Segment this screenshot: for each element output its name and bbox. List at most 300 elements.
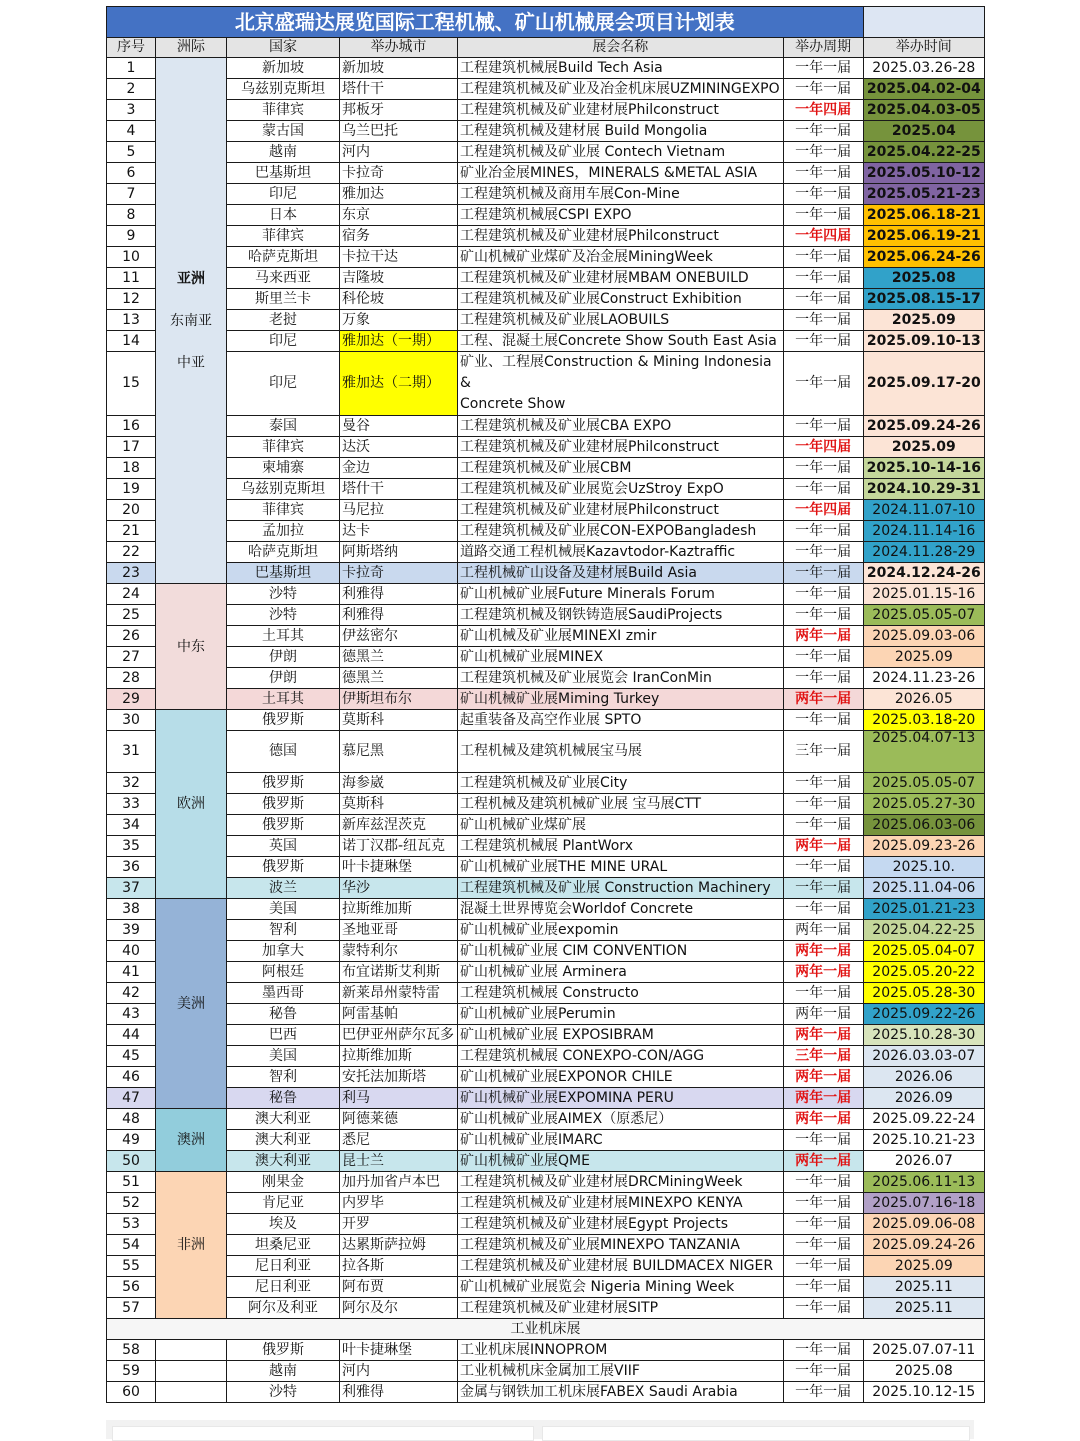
- row-number: 49: [107, 1130, 156, 1151]
- section-row: [107, 1319, 985, 1340]
- exhibition-name-cell: 金属与钢铁加工机床展FABEX Saudi Arabia: [458, 1382, 784, 1403]
- exhibition-name-cell: 工程建筑机械及矿业建材展Philconstruct: [458, 100, 784, 121]
- table-row: [107, 605, 985, 626]
- city-cell: 阿布贾: [340, 1277, 458, 1298]
- region-label: 澳洲: [177, 1132, 205, 1148]
- exhibition-name-cell: 工业机械机床金属加工展VIIF: [458, 1361, 784, 1382]
- region-label: 欧洲: [177, 796, 205, 812]
- date-cell: 2026.05: [863, 689, 984, 710]
- row-number: 56: [107, 1277, 156, 1298]
- country-cell: 埃及: [227, 1214, 340, 1235]
- exhibition-name-cell: 工程建筑机械及矿业展览会UzStroy ExpO: [458, 479, 784, 500]
- date-cell: 2025.05.04-07: [863, 941, 984, 962]
- row-number: 17: [107, 437, 156, 458]
- exhibition-name-cell: 工程建筑机械及矿业展CON-EXPOBangladesh: [458, 521, 784, 542]
- country-cell: 孟加拉: [227, 521, 340, 542]
- region-cell: [156, 1340, 227, 1361]
- row-number: 50: [107, 1151, 156, 1172]
- city-cell: 河内: [340, 1361, 458, 1382]
- cycle-cell: 一年一届: [783, 521, 863, 542]
- table-row: [107, 226, 985, 247]
- country-cell: 巴基斯坦: [227, 563, 340, 584]
- date-cell: 2025.04.22-25: [863, 142, 984, 163]
- table-row: [107, 626, 985, 647]
- date-cell: 2025.10.21-23: [863, 1130, 984, 1151]
- country-cell: 伊朗: [227, 668, 340, 689]
- city-cell: 悉尼: [340, 1130, 458, 1151]
- exhibition-name-cell: 矿山机械矿业展 Arminera: [458, 962, 784, 983]
- header-cell: 国家: [227, 38, 340, 58]
- table-row: [107, 416, 985, 437]
- table-row: [107, 1025, 985, 1046]
- table-row: [107, 121, 985, 142]
- city-cell: 安托法加斯塔: [340, 1067, 458, 1088]
- row-number: 23: [107, 563, 156, 584]
- exhibition-name-cell: 工程建筑机械展 Constructo: [458, 983, 784, 1004]
- date-cell: 2025.09: [863, 310, 984, 331]
- cycle-cell: 一年一届: [783, 289, 863, 310]
- exhibition-name-cell: 工程建筑机械展CSPI EXPO: [458, 205, 784, 226]
- cycle-cell: 一年一届: [783, 668, 863, 689]
- city-cell: 科伦坡: [340, 289, 458, 310]
- date-cell: 2025.09.22-24: [863, 1109, 984, 1130]
- region-label: 美洲: [177, 995, 205, 1012]
- country-cell: 美国: [227, 899, 340, 920]
- country-cell: 哈萨克斯坦: [227, 247, 340, 268]
- cycle-cell: 一年一届: [783, 79, 863, 100]
- country-cell: 菲律宾: [227, 500, 340, 521]
- date-cell: 2025.04.03-05: [863, 100, 984, 121]
- exhibition-name-cell: 工程建筑机械展 PlantWorx: [458, 836, 784, 857]
- table-row: [107, 184, 985, 205]
- date-cell: 2025.08: [863, 1361, 984, 1382]
- date-cell: 2025.09.22-26: [863, 1004, 984, 1025]
- cycle-cell: 两年一届: [783, 689, 863, 710]
- row-number: 18: [107, 458, 156, 479]
- row-number: 4: [107, 121, 156, 142]
- country-cell: 沙特: [227, 1382, 340, 1403]
- exhibition-name-cell: 工程建筑机械及矿业展CBM: [458, 458, 784, 479]
- date-cell: 2025.05.28-30: [863, 983, 984, 1004]
- date-cell: 2025.09: [863, 647, 984, 668]
- country-cell: 新加坡: [227, 58, 340, 79]
- row-number: 3: [107, 100, 156, 121]
- table-row: [107, 163, 985, 184]
- cycle-cell: 一年一届: [783, 268, 863, 289]
- cycle-cell: 三年一届: [783, 731, 863, 773]
- exhibition-name-cell: 工程建筑机械及矿业展MINEXPO TANZANIA: [458, 1235, 784, 1256]
- city-cell: 东京: [340, 205, 458, 226]
- date-cell: 2025.09.24-26: [863, 416, 984, 437]
- row-number: 30: [107, 710, 156, 731]
- table-row: [107, 773, 985, 794]
- exhibition-name-cell: 工程建筑机械展 CONEXPO-CON/AGG: [458, 1046, 784, 1067]
- row-number: 35: [107, 836, 156, 857]
- exhibition-name-cell: 工程机械矿山设备及建材展Build Asia: [458, 563, 784, 584]
- date-cell: 2025.05.05-07: [863, 605, 984, 626]
- country-cell: 尼日利亚: [227, 1256, 340, 1277]
- country-cell: 澳大利亚: [227, 1151, 340, 1172]
- city-cell: 叶卡捷琳堡: [340, 1340, 458, 1361]
- exhibition-name-cell: 工业机床展INNOPROM: [458, 1340, 784, 1361]
- cycle-cell: 两年一届: [783, 962, 863, 983]
- cycle-cell: 一年一届: [783, 1382, 863, 1403]
- cycle-cell: 一年一届: [783, 163, 863, 184]
- date-cell: 2025.10.: [863, 857, 984, 878]
- row-number: 46: [107, 1067, 156, 1088]
- cycle-cell: 一年一届: [783, 331, 863, 352]
- table-row: [107, 1214, 985, 1235]
- table-row: [107, 668, 985, 689]
- city-cell: 伊兹密尔: [340, 626, 458, 647]
- country-cell: 巴基斯坦: [227, 163, 340, 184]
- date-cell: 2025.06.19-21: [863, 226, 984, 247]
- exhibition-name-cell: 矿山机械矿业展AIMEX（原悉尼）: [458, 1109, 784, 1130]
- row-number: 52: [107, 1193, 156, 1214]
- city-cell: 阿斯塔纳: [340, 542, 458, 563]
- row-number: 28: [107, 668, 156, 689]
- cycle-cell: 一年一届: [783, 710, 863, 731]
- cycle-cell: 一年一届: [783, 1214, 863, 1235]
- row-number: 8: [107, 205, 156, 226]
- region-cell: [156, 1172, 227, 1319]
- header-cell: 序号: [107, 38, 156, 58]
- exhibition-name-cell: 工程建筑机械展Build Tech Asia: [458, 58, 784, 79]
- table-title: 北京盛瑞达展览国际工程机械、矿山机械展会项目计划表: [107, 7, 864, 38]
- row-number: 1: [107, 58, 156, 79]
- region-cell: [156, 1361, 227, 1382]
- row-number: 25: [107, 605, 156, 626]
- country-cell: 阿根廷: [227, 962, 340, 983]
- row-number: 44: [107, 1025, 156, 1046]
- country-cell: 秘鲁: [227, 1088, 340, 1109]
- exhibition-name-cell: 矿山机械矿业展览会 Nigeria Mining Week: [458, 1277, 784, 1298]
- cycle-cell: 两年一届: [783, 1151, 863, 1172]
- header-cell: 展会名称: [458, 38, 784, 58]
- table-row: [107, 1256, 985, 1277]
- date-cell: 2024.11.28-29: [863, 542, 984, 563]
- region-cell: [156, 899, 227, 1109]
- table-row: [107, 794, 985, 815]
- city-cell: 阿雷基帕: [340, 1004, 458, 1025]
- table-row: [107, 205, 985, 226]
- country-cell: 加拿大: [227, 941, 340, 962]
- row-number: 20: [107, 500, 156, 521]
- city-cell: 华沙: [340, 878, 458, 899]
- country-cell: 泰国: [227, 416, 340, 437]
- region-label: 非洲: [177, 1237, 205, 1253]
- table-row: [107, 962, 985, 983]
- city-cell: 阿尔及尔: [340, 1298, 458, 1319]
- row-number: 5: [107, 142, 156, 163]
- table-row: [107, 878, 985, 899]
- exhibition-name-cell: 工程建筑机械及矿业建材展Egypt Projects: [458, 1214, 784, 1235]
- date-cell: 2025.03.18-20: [863, 710, 984, 731]
- cycle-cell: 两年一届: [783, 1025, 863, 1046]
- exhibition-name-cell: 工程建筑机械及矿业展CBA EXPO: [458, 416, 784, 437]
- date-cell: 2025.05.20-22: [863, 962, 984, 983]
- exhibition-name-cell: 工程建筑机械及矿业建材展Philconstruct: [458, 500, 784, 521]
- header-cell: 举办周期: [783, 38, 863, 58]
- country-cell: 刚果金: [227, 1172, 340, 1193]
- footer-band: [106, 1420, 974, 1439]
- row-number: 2: [107, 79, 156, 100]
- cycle-cell: 一年一届: [783, 878, 863, 899]
- table-row: [107, 331, 985, 352]
- exhibition-name-cell: 工程建筑机械及矿业展Construct Exhibition: [458, 289, 784, 310]
- cycle-cell: 两年一届: [783, 920, 863, 941]
- cycle-cell: 一年一届: [783, 1298, 863, 1319]
- country-cell: 尼日利亚: [227, 1277, 340, 1298]
- row-number: 38: [107, 899, 156, 920]
- country-cell: 乌兹别克斯坦: [227, 479, 340, 500]
- country-cell: 美国: [227, 1046, 340, 1067]
- country-cell: 菲律宾: [227, 226, 340, 247]
- cycle-cell: 一年一届: [783, 310, 863, 331]
- table-row: [107, 1298, 985, 1319]
- exhibition-name-cell: 矿山机械矿业展MINEX: [458, 647, 784, 668]
- exhibition-name-cell: 矿山机械及矿业展MINEXI zmir: [458, 626, 784, 647]
- cycle-cell: 一年一届: [783, 1235, 863, 1256]
- date-cell: 2026.09: [863, 1088, 984, 1109]
- row-number: 43: [107, 1004, 156, 1025]
- table-row: [107, 1277, 985, 1298]
- table-row: [107, 437, 985, 458]
- exhibition-name-cell: 矿业冶金展MINES，MINERALS &METAL ASIA: [458, 163, 784, 184]
- cycle-cell: 一年一届: [783, 1130, 863, 1151]
- country-cell: 英国: [227, 836, 340, 857]
- exhibition-name-cell: 混凝土世界博览会Worldof Concrete: [458, 899, 784, 920]
- cycle-cell: 两年一届: [783, 1088, 863, 1109]
- row-number: 39: [107, 920, 156, 941]
- city-cell: 雅加达（一期）: [340, 331, 458, 352]
- date-cell: 2024.11.07-10: [863, 500, 984, 521]
- exhibition-name-cell: 矿山机械矿业煤矿及冶金展MiningWeek: [458, 247, 784, 268]
- date-cell: 2025.07.16-18: [863, 1193, 984, 1214]
- exhibition-name-cell: 工程建筑机械及矿业建材展MBAM ONEBUILD: [458, 268, 784, 289]
- city-cell: 巴伊亚州萨尔瓦多: [340, 1025, 458, 1046]
- exhibition-name-cell: 工程建筑机械及矿业建材展Philconstruct: [458, 437, 784, 458]
- city-cell: 拉斯维加斯: [340, 899, 458, 920]
- table-row: [107, 836, 985, 857]
- exhibition-name-cell: 工程建筑机械及建材展 Build Mongolia: [458, 121, 784, 142]
- date-cell: 2025.05.27-30: [863, 794, 984, 815]
- exhibition-name-cell: 工程建筑机械及矿业建材展MINEXPO KENYA: [458, 1193, 784, 1214]
- country-cell: 肯尼亚: [227, 1193, 340, 1214]
- country-cell: 俄罗斯: [227, 1340, 340, 1361]
- table-row: [107, 1151, 985, 1172]
- city-cell: 邦板牙: [340, 100, 458, 121]
- table-row: [107, 1172, 985, 1193]
- date-cell: 2025.06.11-13: [863, 1172, 984, 1193]
- date-cell: 2025.11: [863, 1298, 984, 1319]
- cycle-cell: 一年一届: [783, 247, 863, 268]
- table-row: [107, 983, 985, 1004]
- cycle-cell: 一年一届: [783, 184, 863, 205]
- city-cell: 雅加达: [340, 184, 458, 205]
- exhibition-name-cell: 矿山机械矿业展THE MINE URAL: [458, 857, 784, 878]
- exhibition-name-cell: 工程建筑机械及矿业建材展DRCMiningWeek: [458, 1172, 784, 1193]
- table-row: [107, 731, 985, 773]
- row-number: 54: [107, 1235, 156, 1256]
- exhibition-name-cell: 矿山机械矿业展 CIM CONVENTION: [458, 941, 784, 962]
- row-number: 57: [107, 1298, 156, 1319]
- city-cell: 莫斯科: [340, 794, 458, 815]
- country-cell: 菲律宾: [227, 100, 340, 121]
- city-cell: 达沃: [340, 437, 458, 458]
- date-cell: 2024.12.24-26: [863, 563, 984, 584]
- row-number: 11: [107, 268, 156, 289]
- row-number: 13: [107, 310, 156, 331]
- cycle-cell: 一年一届: [783, 1277, 863, 1298]
- cycle-cell: 一年一届: [783, 1193, 863, 1214]
- city-cell: 新库兹涅茨克: [340, 815, 458, 836]
- date-cell: 2025.11.04-06: [863, 878, 984, 899]
- city-cell: 雅加达（二期）: [340, 352, 458, 416]
- city-cell: 卡拉奇: [340, 163, 458, 184]
- table-row: [107, 1109, 985, 1130]
- city-cell: 利雅得: [340, 584, 458, 605]
- row-number: 58: [107, 1340, 156, 1361]
- city-cell: 昆士兰: [340, 1151, 458, 1172]
- date-cell: 2025.01.21-23: [863, 899, 984, 920]
- city-cell: 利雅得: [340, 1382, 458, 1403]
- cycle-cell: 一年一届: [783, 458, 863, 479]
- country-cell: 墨西哥: [227, 983, 340, 1004]
- region-cell: [156, 1109, 227, 1172]
- row-number: 6: [107, 163, 156, 184]
- cycle-cell: 一年一届: [783, 773, 863, 794]
- table-row: [107, 500, 985, 521]
- cycle-cell: 一年一届: [783, 794, 863, 815]
- city-cell: 布宜诺斯艾利斯: [340, 962, 458, 983]
- city-cell: 宿务: [340, 226, 458, 247]
- cycle-cell: 两年一届: [783, 941, 863, 962]
- city-cell: 利雅得: [340, 605, 458, 626]
- exhibition-name-cell: 工程建筑机械及矿业展 Construction Machinery: [458, 878, 784, 899]
- cycle-cell: 一年一届: [783, 815, 863, 836]
- date-cell: 2025.08.15-17: [863, 289, 984, 310]
- country-cell: 澳大利亚: [227, 1130, 340, 1151]
- date-cell: 2025.09.06-08: [863, 1214, 984, 1235]
- table-row: [107, 142, 985, 163]
- exhibition-name-cell: 矿山机械矿业展EXPONOR CHILE: [458, 1067, 784, 1088]
- header-cell: 举办时间: [863, 38, 984, 58]
- date-cell: 2025.06.24-26: [863, 247, 984, 268]
- date-cell: 2026.06: [863, 1067, 984, 1088]
- cycle-cell: 一年一届: [783, 1340, 863, 1361]
- table-row: [107, 458, 985, 479]
- row-number: 24: [107, 584, 156, 605]
- city-cell: 诺丁汉郡-纽瓦克: [340, 836, 458, 857]
- cycle-cell: 一年一届: [783, 58, 863, 79]
- cycle-cell: 一年一届: [783, 647, 863, 668]
- row-number: 55: [107, 1256, 156, 1277]
- row-number: 14: [107, 331, 156, 352]
- country-cell: 沙特: [227, 584, 340, 605]
- country-cell: 伊朗: [227, 647, 340, 668]
- exhibition-name-cell: 工程建筑机械及钢铁铸造展SaudiProjects: [458, 605, 784, 626]
- cycle-cell: 一年四届: [783, 226, 863, 247]
- country-cell: 印尼: [227, 184, 340, 205]
- exhibition-name-cell: 工程建筑机械及矿业建材展SITP: [458, 1298, 784, 1319]
- table-row: [107, 479, 985, 500]
- date-cell: 2025.05.21-23: [863, 184, 984, 205]
- table-row: [107, 100, 985, 121]
- table-row: [107, 1235, 985, 1256]
- date-cell: 2025.04: [863, 121, 984, 142]
- date-cell: 2025.09.10-13: [863, 331, 984, 352]
- city-cell: 曼谷: [340, 416, 458, 437]
- date-cell: 2026.07: [863, 1151, 984, 1172]
- date-cell: 2024.11.23-26: [863, 668, 984, 689]
- exhibition-name-cell: 工程建筑机械及矿业建材展Philconstruct: [458, 226, 784, 247]
- city-cell: 拉斯维加斯: [340, 1046, 458, 1067]
- exhibition-name-cell: 矿山机械矿业展IMARC: [458, 1130, 784, 1151]
- city-cell: 叶卡捷琳堡: [340, 857, 458, 878]
- row-number: 37: [107, 878, 156, 899]
- cycle-cell: 两年一届: [783, 1109, 863, 1130]
- date-cell: 2025.10-14-16: [863, 458, 984, 479]
- row-number: 45: [107, 1046, 156, 1067]
- row-number: 53: [107, 1214, 156, 1235]
- country-cell: 蒙古国: [227, 121, 340, 142]
- city-cell: 乌兰巴托: [340, 121, 458, 142]
- row-number: 26: [107, 626, 156, 647]
- date-cell: 2025.11: [863, 1277, 984, 1298]
- row-number: 59: [107, 1361, 156, 1382]
- country-cell: 俄罗斯: [227, 710, 340, 731]
- row-number: 47: [107, 1088, 156, 1109]
- row-number: 41: [107, 962, 156, 983]
- cycle-cell: 一年一届: [783, 1361, 863, 1382]
- city-cell: 拉各斯: [340, 1256, 458, 1277]
- table-row: [107, 563, 985, 584]
- row-number: 48: [107, 1109, 156, 1130]
- cycle-cell: 一年一届: [783, 142, 863, 163]
- title-row: [107, 7, 985, 38]
- table-row: [107, 689, 985, 710]
- city-cell: 新加坡: [340, 58, 458, 79]
- exhibition-name-cell: 工程建筑机械及矿业展LAOBUILS: [458, 310, 784, 331]
- exhibition-plan-table: [106, 6, 985, 1403]
- date-cell: 2025.09: [863, 1256, 984, 1277]
- table-row: [107, 584, 985, 605]
- row-number: 15: [107, 352, 156, 416]
- region-cell: [156, 58, 227, 584]
- country-cell: 柬埔寨: [227, 458, 340, 479]
- country-cell: 乌兹别克斯坦: [227, 79, 340, 100]
- city-cell: 阿德莱德: [340, 1109, 458, 1130]
- city-cell: 海参崴: [340, 773, 458, 794]
- table-row: [107, 542, 985, 563]
- row-number: 31: [107, 731, 156, 773]
- city-cell: 金边: [340, 458, 458, 479]
- cycle-cell: 一年一届: [783, 542, 863, 563]
- cycle-cell: 两年一届: [783, 626, 863, 647]
- row-number: 21: [107, 521, 156, 542]
- row-number: 32: [107, 773, 156, 794]
- region-label: 中东: [177, 638, 205, 655]
- exhibition-name-cell: 矿山机械矿业展Perumin: [458, 1004, 784, 1025]
- cycle-cell: 一年一届: [783, 416, 863, 437]
- country-cell: 俄罗斯: [227, 773, 340, 794]
- city-cell: 开罗: [340, 1214, 458, 1235]
- cycle-cell: 一年一届: [783, 983, 863, 1004]
- region-cell: [156, 710, 227, 899]
- country-cell: 智利: [227, 1067, 340, 1088]
- city-cell: 达累斯萨拉姆: [340, 1235, 458, 1256]
